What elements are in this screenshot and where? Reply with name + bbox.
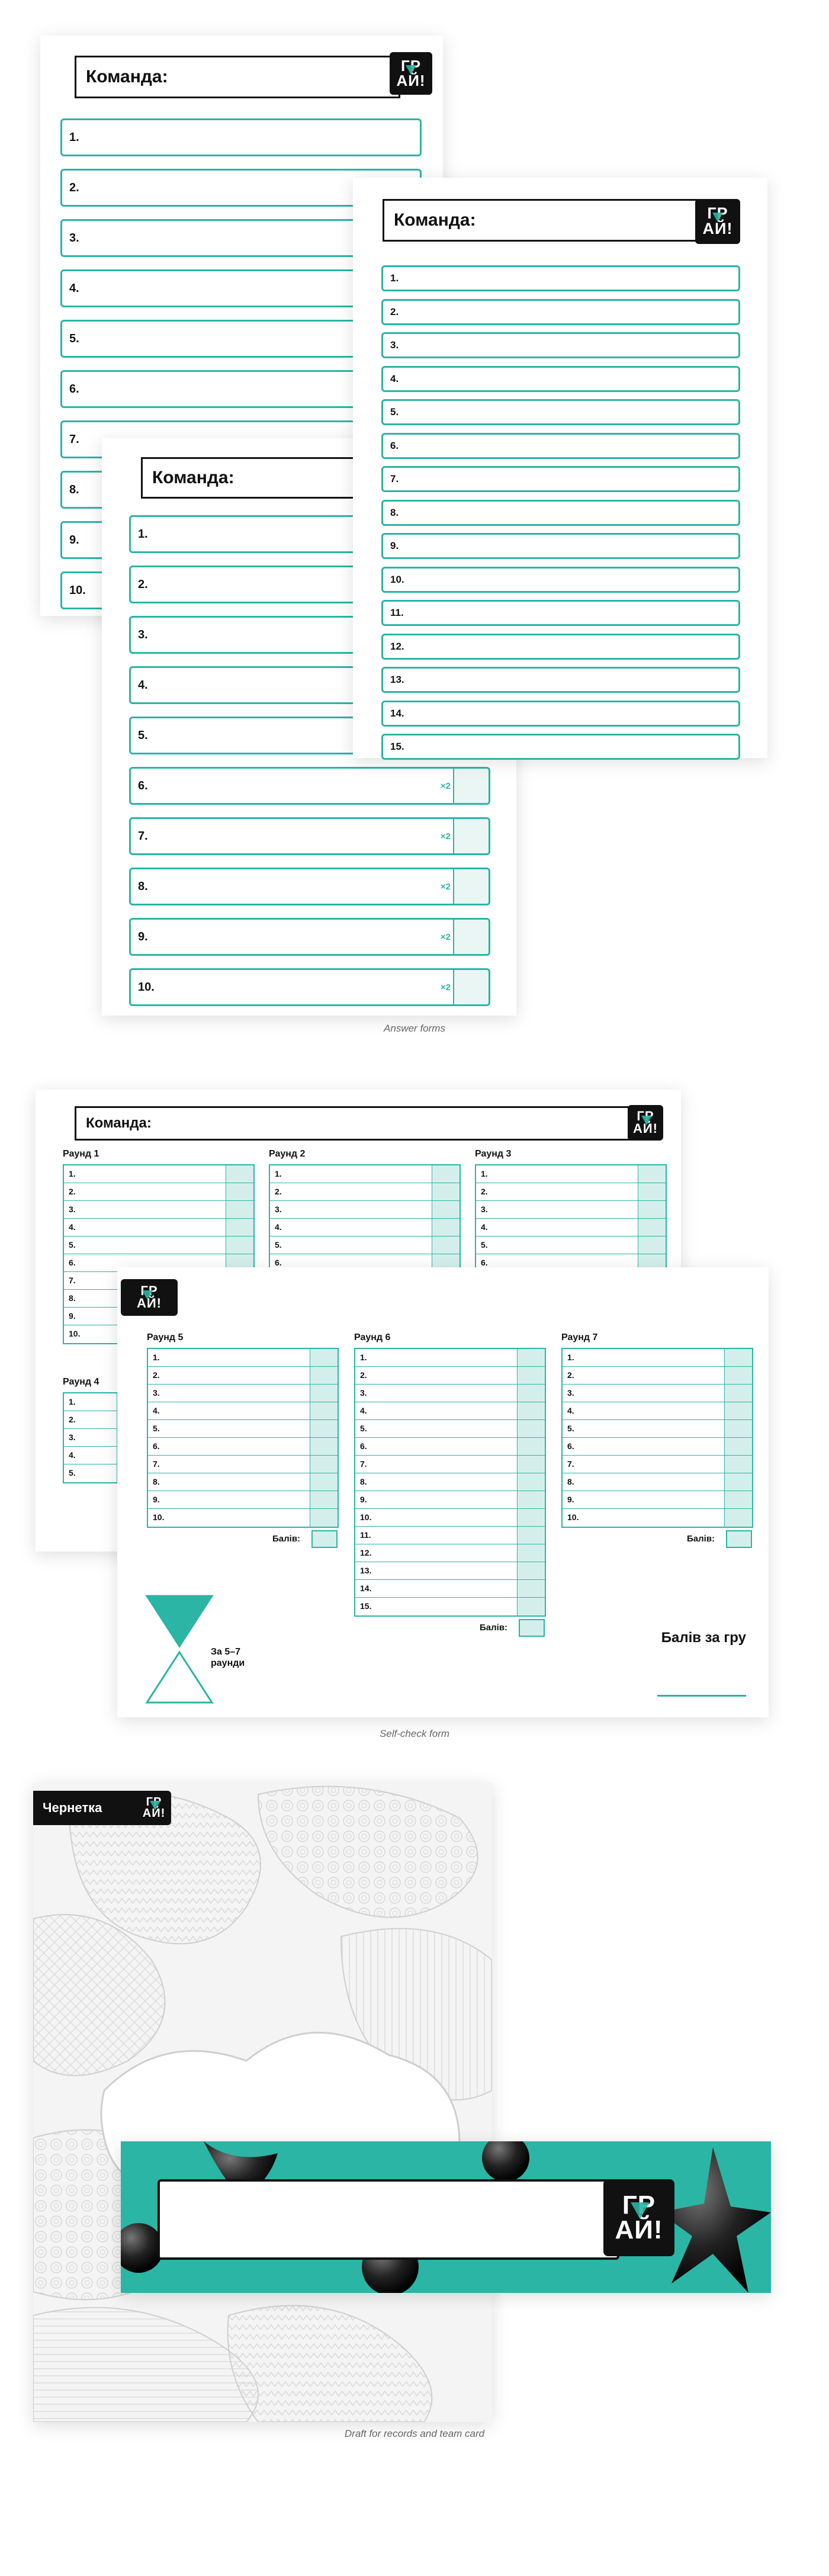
round-score-cell[interactable] [517, 1580, 545, 1597]
answer-number: 3. [69, 231, 79, 245]
round-row-number: 1. [567, 1353, 574, 1362]
round-score-cell[interactable] [310, 1402, 338, 1419]
round-row-number: 5. [153, 1424, 160, 1433]
answer-line[interactable] [381, 366, 740, 392]
round-table [147, 1348, 339, 1528]
round-score-cell[interactable] [432, 1165, 460, 1183]
round-row-number: 7. [360, 1459, 367, 1469]
round-row-number: 14. [360, 1583, 372, 1593]
round-row-number: 3. [69, 1205, 76, 1214]
caption-answer-forms: Answer forms [384, 1023, 445, 1034]
team-name-field[interactable] [158, 2179, 619, 2260]
round-score-cell[interactable] [432, 1219, 460, 1236]
answer-number: 6. [138, 779, 148, 792]
answer-line[interactable] [381, 433, 740, 459]
round-row-number: 1. [69, 1397, 76, 1406]
team-card [121, 2141, 771, 2293]
round-row-number: 1. [69, 1169, 76, 1178]
round-score-cell[interactable] [310, 1367, 338, 1384]
answer-line[interactable] [129, 918, 490, 956]
round-row-number: 12. [360, 1548, 372, 1557]
round-score-cell[interactable] [517, 1349, 545, 1366]
round-score-cell[interactable] [226, 1201, 253, 1218]
points-label: Балів: [480, 1623, 508, 1633]
round-row-number: 8. [153, 1477, 160, 1486]
answer-line[interactable] [381, 265, 740, 291]
round-row[interactable] [148, 1438, 338, 1456]
round-score-cell[interactable] [226, 1236, 253, 1254]
answer-line[interactable] [381, 299, 740, 325]
round-score-cell[interactable] [724, 1456, 752, 1473]
answer-number: 6. [69, 382, 79, 396]
answer-number: 4. [390, 372, 399, 384]
round-score-cell[interactable] [724, 1473, 752, 1491]
answer-number: 8. [390, 506, 399, 518]
round-score-cell[interactable] [724, 1349, 752, 1366]
answer-number: 1. [390, 272, 399, 284]
answer-line[interactable] [381, 734, 740, 760]
round-row[interactable] [270, 1219, 460, 1236]
brand-logo: ГР АЙ! [603, 2179, 674, 2256]
round-score-cell[interactable] [638, 1236, 666, 1254]
round-score-cell[interactable] [724, 1385, 752, 1402]
brand-logo: ГР АЙ! [695, 199, 740, 244]
score-cell[interactable] [453, 869, 489, 904]
round-score-cell[interactable] [517, 1438, 545, 1455]
round-row-number: 1. [481, 1169, 488, 1178]
round-row[interactable] [64, 1236, 253, 1254]
answer-line[interactable] [381, 600, 740, 626]
round-row[interactable] [476, 1183, 666, 1201]
answer-number: 3. [138, 628, 148, 641]
round-score-cell[interactable] [724, 1438, 752, 1455]
round-score-cell[interactable] [517, 1509, 545, 1526]
brand-logo: ГР АЙ! [628, 1105, 663, 1141]
round-row-number: 4. [481, 1222, 488, 1232]
round-row-number: 9. [69, 1311, 76, 1321]
round-row[interactable] [355, 1527, 545, 1544]
round-score-cell[interactable] [517, 1562, 545, 1579]
round-score-cell[interactable] [724, 1509, 752, 1527]
round-row[interactable] [148, 1367, 338, 1385]
round-row[interactable] [355, 1438, 545, 1456]
answer-line[interactable] [381, 332, 740, 358]
answer-number: 10. [138, 980, 155, 994]
round-title: Раунд 1 [63, 1149, 99, 1159]
round-row-number: 2. [567, 1370, 574, 1380]
round-row[interactable] [563, 1438, 752, 1456]
answer-number: 14. [390, 707, 404, 719]
round-row-number: 4. [360, 1406, 367, 1415]
score-cell[interactable] [453, 769, 489, 803]
round-row-number: 8. [69, 1293, 76, 1303]
round-score-cell[interactable] [724, 1402, 752, 1419]
team-label: Команда: [86, 67, 168, 86]
round-row[interactable] [148, 1473, 338, 1491]
answer-number: 9. [138, 930, 148, 943]
answer-number: 5. [138, 728, 148, 742]
caption-self-check: Self-check form [379, 1728, 450, 1739]
round-score-cell[interactable] [517, 1367, 545, 1384]
round-row[interactable] [563, 1402, 752, 1420]
round-row-number: 4. [69, 1450, 76, 1460]
answer-number: 1. [69, 130, 79, 144]
score-cell[interactable] [453, 970, 489, 1004]
round-row[interactable] [355, 1491, 545, 1509]
round-row[interactable] [148, 1420, 338, 1438]
round-row-number: 10. [153, 1512, 165, 1522]
round-row[interactable] [355, 1456, 545, 1473]
round-row[interactable] [64, 1183, 253, 1201]
answer-number: 13. [390, 674, 404, 685]
answer-number: 4. [69, 281, 79, 295]
round-score-cell[interactable] [517, 1402, 545, 1419]
answer-line[interactable] [381, 667, 740, 693]
team-name-field[interactable] [75, 1106, 637, 1141]
round-row-number: 6. [481, 1258, 488, 1267]
round-row[interactable] [563, 1509, 752, 1527]
answer-number: 10. [69, 583, 86, 597]
answer-number: 7. [138, 829, 148, 843]
round-row[interactable] [476, 1219, 666, 1236]
round-row-number: 7. [567, 1459, 574, 1469]
round-row-number: 9. [153, 1495, 160, 1504]
round-row-number: 6. [153, 1441, 160, 1451]
round-score-cell[interactable] [310, 1438, 338, 1455]
round-score-cell[interactable] [517, 1456, 545, 1473]
round-title: Раунд 3 [475, 1149, 512, 1159]
answer-line[interactable] [381, 399, 740, 425]
draft-label: Чернетка [43, 1800, 102, 1815]
answer-line[interactable] [60, 118, 422, 156]
points-box[interactable] [726, 1530, 752, 1548]
round-row[interactable] [355, 1562, 545, 1580]
round-row[interactable] [355, 1580, 545, 1598]
answer-sheet-3 [353, 178, 767, 758]
round-row-number: 1. [360, 1353, 367, 1362]
round-score-cell[interactable] [226, 1165, 253, 1183]
answer-number: 9. [390, 540, 399, 551]
hourglass-icon [141, 1590, 218, 1708]
answer-number: 3. [390, 339, 399, 351]
answer-number: 9. [69, 533, 79, 547]
answer-number: 11. [390, 607, 404, 618]
round-table [354, 1348, 546, 1617]
round-title: Раунд 7 [561, 1332, 598, 1342]
score-cell[interactable] [453, 819, 489, 853]
round-score-cell[interactable] [310, 1509, 338, 1527]
round-row-number: 5. [567, 1424, 574, 1433]
rounds-note-line1: За 5–7 [211, 1647, 241, 1657]
round-row[interactable] [148, 1349, 338, 1367]
round-score-cell[interactable] [638, 1201, 666, 1218]
total-score-label: Балів за гру [661, 1630, 746, 1646]
points-box[interactable] [519, 1619, 545, 1637]
multiplier-badge: ×2 [440, 780, 451, 791]
round-row-number: 8. [360, 1477, 367, 1486]
round-row[interactable] [148, 1491, 338, 1509]
round-row-number: 2. [69, 1415, 76, 1424]
points-label: Балів: [687, 1534, 715, 1544]
round-score-cell[interactable] [432, 1201, 460, 1218]
round-score-cell[interactable] [310, 1456, 338, 1473]
points-label: Балів: [272, 1534, 301, 1544]
round-row-number: 6. [360, 1441, 367, 1451]
round-score-cell[interactable] [517, 1598, 545, 1615]
round-table [475, 1164, 667, 1273]
round-table [269, 1164, 461, 1273]
round-row[interactable] [270, 1236, 460, 1254]
selfcheck-sheet-front [117, 1267, 769, 1717]
team-label: Команда: [394, 210, 476, 230]
answer-line[interactable] [129, 868, 490, 905]
answer-line[interactable] [129, 968, 490, 1006]
round-row[interactable] [476, 1236, 666, 1254]
round-row[interactable] [355, 1544, 545, 1562]
round-score-cell[interactable] [517, 1491, 545, 1508]
round-score-cell[interactable] [310, 1420, 338, 1437]
round-row[interactable] [355, 1509, 545, 1527]
round-score-cell[interactable] [517, 1385, 545, 1402]
round-row-number: 4. [69, 1222, 76, 1232]
round-row-number: 5. [275, 1240, 282, 1250]
team-label: Команда: [86, 1115, 152, 1131]
answer-number: 5. [390, 406, 399, 417]
round-row[interactable] [563, 1456, 752, 1473]
round-row-number: 10. [69, 1329, 81, 1338]
answer-number: 5. [69, 332, 79, 345]
round-score-cell[interactable] [724, 1420, 752, 1437]
answer-line[interactable] [381, 500, 740, 526]
round-row[interactable] [563, 1349, 752, 1367]
round-score-cell[interactable] [310, 1385, 338, 1402]
round-score-cell[interactable] [226, 1183, 253, 1200]
multiplier-badge: ×2 [440, 982, 451, 993]
answer-line[interactable] [381, 701, 740, 727]
rounds-note [211, 1646, 245, 1669]
round-row-number: 2. [153, 1370, 160, 1380]
round-row[interactable] [148, 1385, 338, 1402]
total-score-line[interactable] [657, 1695, 746, 1697]
round-table [561, 1348, 753, 1528]
round-row-number: 13. [360, 1566, 372, 1575]
round-row[interactable] [270, 1183, 460, 1201]
round-row-number: 2. [360, 1370, 367, 1380]
round-row-number: 6. [275, 1258, 282, 1267]
team-name-field[interactable] [383, 199, 714, 242]
round-row[interactable] [476, 1201, 666, 1219]
answer-number: 7. [390, 473, 399, 484]
round-row-number: 8. [567, 1477, 574, 1486]
round-row-number: 3. [481, 1205, 488, 1214]
round-row-number: 1. [153, 1353, 160, 1362]
round-score-cell[interactable] [638, 1183, 666, 1200]
brand-logo: ГР АЙ! [121, 1279, 178, 1316]
round-row[interactable] [355, 1367, 545, 1385]
round-row-number: 3. [360, 1388, 367, 1398]
round-row-number: 3. [153, 1388, 160, 1398]
round-row-number: 3. [567, 1388, 574, 1398]
round-row-number: 7. [153, 1459, 160, 1469]
round-row-number: 9. [567, 1495, 574, 1504]
round-title: Раунд 5 [147, 1332, 184, 1342]
round-score-cell[interactable] [432, 1183, 460, 1200]
answer-number: 12. [390, 640, 404, 652]
round-row[interactable] [355, 1402, 545, 1420]
round-row[interactable] [355, 1349, 545, 1367]
round-score-cell[interactable] [226, 1219, 253, 1236]
points-box[interactable] [311, 1530, 338, 1548]
round-score-cell[interactable] [432, 1236, 460, 1254]
multiplier-badge: ×2 [440, 881, 451, 892]
round-row[interactable] [355, 1420, 545, 1438]
round-row[interactable] [563, 1367, 752, 1385]
draft-sheet [33, 1782, 492, 2422]
round-row-number: 5. [69, 1240, 76, 1250]
round-row-number: 4. [153, 1406, 160, 1415]
round-title: Раунд 4 [63, 1377, 99, 1387]
round-row[interactable] [64, 1201, 253, 1219]
round-row-number: 10. [567, 1512, 579, 1522]
round-row[interactable] [476, 1165, 666, 1183]
round-row-number: 4. [567, 1406, 574, 1415]
round-row[interactable] [270, 1165, 460, 1183]
multiplier-badge: ×2 [440, 831, 451, 841]
round-row-number: 2. [275, 1187, 282, 1196]
round-row[interactable] [148, 1509, 338, 1527]
round-row-number: 3. [69, 1432, 76, 1442]
answer-line[interactable] [381, 567, 740, 593]
round-row[interactable] [148, 1402, 338, 1420]
round-row-number: 5. [69, 1468, 76, 1477]
answer-number: 8. [138, 879, 148, 893]
round-row[interactable] [563, 1420, 752, 1438]
round-row-number: 5. [360, 1424, 367, 1433]
round-row-number: 15. [360, 1601, 372, 1611]
answer-number: 2. [69, 181, 79, 194]
answer-number: 1. [138, 527, 148, 541]
round-title: Раунд 2 [269, 1149, 306, 1159]
round-row-number: 5. [481, 1240, 488, 1250]
round-row-number: 9. [360, 1495, 367, 1504]
brand-logo: ГР АЙ! [390, 52, 432, 95]
answer-number: 2. [138, 577, 148, 591]
round-row[interactable] [563, 1491, 752, 1509]
round-row[interactable] [270, 1201, 460, 1219]
round-row[interactable] [355, 1385, 545, 1402]
round-title: Раунд 6 [354, 1332, 391, 1342]
round-score-cell[interactable] [517, 1527, 545, 1544]
team-label: Команда: [152, 468, 234, 487]
round-score-cell[interactable] [517, 1544, 545, 1562]
round-row-number: 1. [275, 1169, 282, 1178]
multiplier-badge: ×2 [440, 932, 451, 942]
round-score-cell[interactable] [724, 1491, 752, 1508]
answer-line[interactable] [129, 767, 490, 805]
round-row-number: 11. [360, 1530, 371, 1540]
round-row[interactable] [64, 1165, 253, 1183]
answer-number: 15. [390, 741, 404, 752]
round-row[interactable] [64, 1219, 253, 1236]
round-row[interactable] [148, 1456, 338, 1473]
answer-number: 8. [69, 483, 79, 496]
round-row[interactable] [355, 1598, 545, 1615]
round-row-number: 6. [567, 1441, 574, 1451]
round-row-number: 10. [360, 1512, 372, 1522]
round-score-cell[interactable] [517, 1420, 545, 1437]
answer-number: 7. [69, 432, 79, 446]
doodle-pattern [33, 1782, 492, 2422]
team-name-field[interactable] [75, 56, 400, 98]
answer-line[interactable] [129, 817, 490, 855]
round-row-number: 3. [275, 1205, 282, 1214]
round-row[interactable] [355, 1473, 545, 1491]
answer-number: 2. [390, 306, 399, 317]
answer-line[interactable] [381, 466, 740, 492]
round-row[interactable] [563, 1385, 752, 1402]
brand-logo: ГР АЙ! [137, 1791, 171, 1825]
rounds-note-line2: раунди [211, 1658, 245, 1669]
round-score-cell[interactable] [310, 1349, 338, 1366]
round-score-cell[interactable] [638, 1219, 666, 1236]
round-score-cell[interactable] [310, 1473, 338, 1491]
caption-draft: Draft for records and team card [344, 2428, 485, 2439]
answer-line[interactable] [381, 533, 740, 559]
round-row-number: 4. [275, 1222, 282, 1232]
answer-number: 10. [390, 573, 404, 585]
answer-line[interactable] [381, 634, 740, 660]
round-row-number: 7. [69, 1276, 76, 1285]
round-score-cell[interactable] [724, 1367, 752, 1384]
round-row-number: 6. [69, 1258, 76, 1267]
round-score-cell[interactable] [638, 1165, 666, 1183]
round-score-cell[interactable] [310, 1491, 338, 1508]
round-score-cell[interactable] [517, 1473, 545, 1491]
answer-number: 4. [138, 678, 148, 692]
round-row-number: 2. [481, 1187, 488, 1196]
answer-number: 6. [390, 439, 399, 451]
score-cell[interactable] [453, 920, 489, 954]
round-row[interactable] [563, 1473, 752, 1491]
round-row-number: 2. [69, 1187, 76, 1196]
